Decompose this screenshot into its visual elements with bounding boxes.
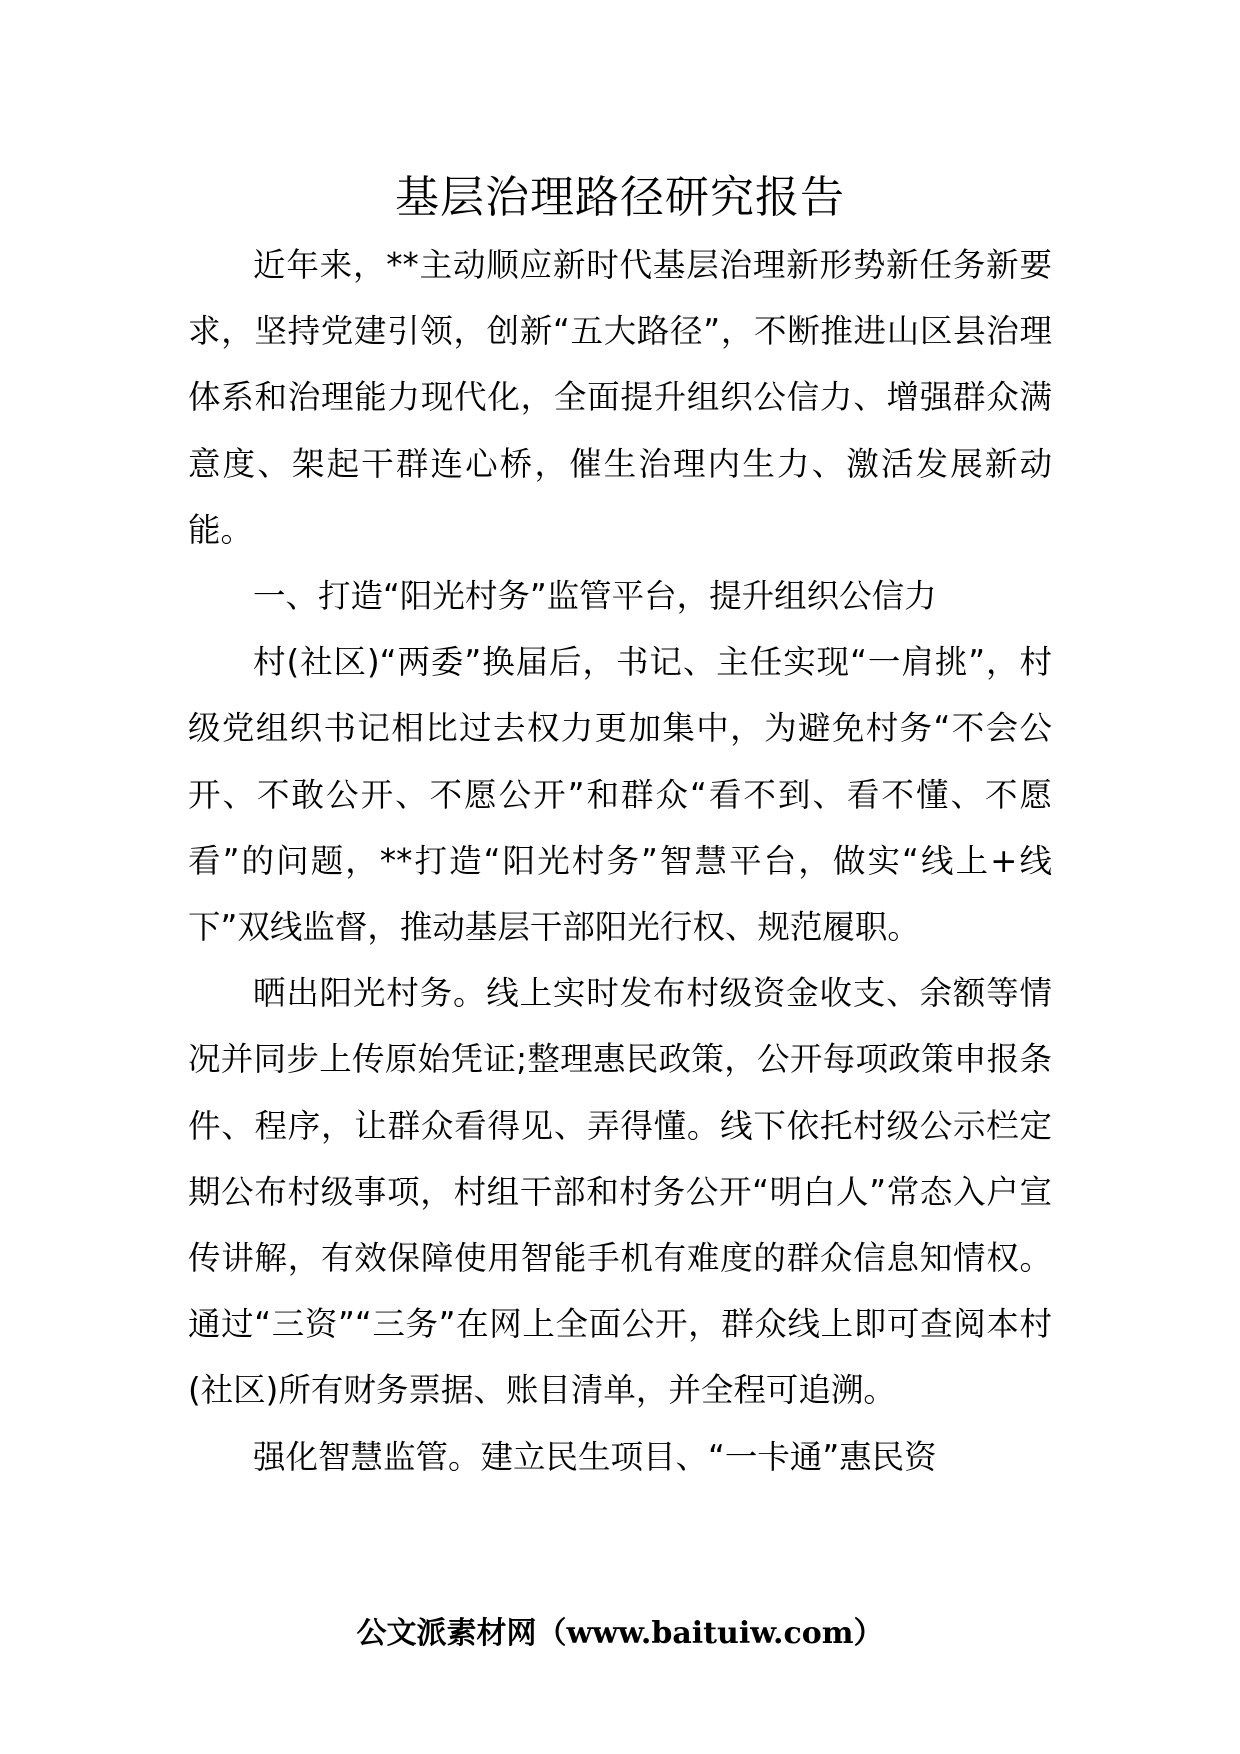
section-heading-1: 一、打造“阳光村务”监管平台，提升组织公信力 <box>253 577 937 616</box>
paragraph-sunshine-affairs: 晒出阳光村务。线上实时发布村级资金收支、余额等情况并同步上传原始凭证;整理惠民政策，公开每项政策申报条件、程序，让群众看得见、弄得懂。线下依托村级公示栏定期公布村级事项，村组干部和村务公开“明白人”常态入户宣传讲解，有效保障使用智能手机有难度的群众信息知情权。通过“三资”“三务”在网上全面公开，群众线上即可查阅本村(社区)所有财务票据、账目清单，并全程可追溯。 <box>188 974 1052 1410</box>
paragraph-section-1-intro: 村(社区)“两委”换届后，书记、主任实现“一肩挑”，村级党组织书记相比过去权力更加集中，为避免村务“不会公开、不敢公开、不愿公开”和群众“看不到、看不懂、不愿看”的问题，**打造“阳光村务”智慧平台，做实“线上+线下”双线监督，推动基层干部阳光行权、规范履职。 <box>188 643 1052 947</box>
footer-watermark: 公文派素材网（www.baituiw.com） <box>356 1616 884 1651</box>
paragraph-smart-supervision: 强化智慧监管。建立民生项目、“一卡通”惠民资 <box>253 1437 937 1476</box>
document-title: 基层治理路径研究报告 <box>395 172 845 223</box>
document-body <box>188 232 1052 1490</box>
paragraph-intro: 近年来，**主动顺应新时代基层治理新形势新任务新要求，坚持党建引领，创新“五大路径”，不断推进山区县治理体系和治理能力现代化，全面提升组织公信力、增强群众满意度、架起干群连心桥，催生治理内生力、激活发展新动能。 <box>188 246 1052 549</box>
